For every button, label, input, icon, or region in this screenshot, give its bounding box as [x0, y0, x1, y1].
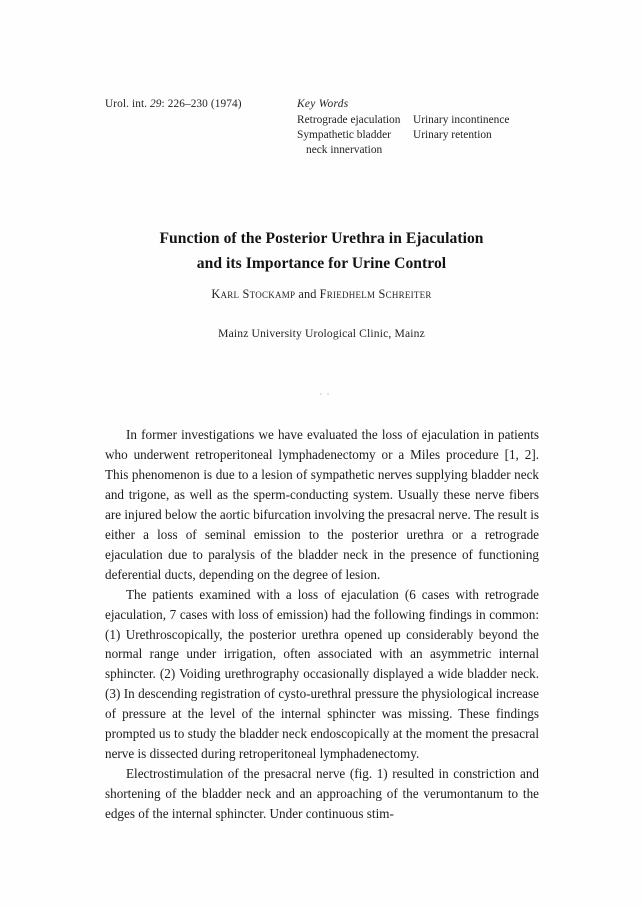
- scan-artifact-speck: [320, 393, 331, 396]
- author-name-1: Karl Stockamp: [211, 287, 296, 301]
- keyword-item: Urinary incontinence: [413, 113, 510, 126]
- affiliation-line: Mainz University Urological Clinic, Mainz: [218, 327, 425, 340]
- body-paragraph: The patients examined with a loss of ejaculation (6 cases with retrograde ejaculation, 7 cases with loss of emission) had the following findings in common: (1) Urethroscopically, the posterior urethra opened up considerably beyond the normal range under irrigation, often associated with an asymmetric internal sphincter. (2) Voiding urethrography occasionally displayed a wide bladder neck. (3) In descending registration of cysto-urethral pressure the physiological increase of pressure at the level of the internal sphincter was missing. These findings prompted us to study the bladder neck endoscopically at the moment the presacral nerve is dissected during retroperitoneal lymphadenectomy.: [105, 586, 539, 762]
- keywords-grid: [297, 113, 540, 159]
- keywords-block: [297, 97, 540, 158]
- article-body: [105, 425, 539, 824]
- journal-citation-suffix: : 226–230 (1974): [161, 98, 242, 110]
- body-paragraph: Electrostimulation of the presacral nerve (fig. 1) resulted in constriction and shortening of the bladder neck and an approaching of the verumontanum to the edges of the internal sphincter. Under continuous stim-: [105, 766, 539, 822]
- author-list: [0, 286, 643, 303]
- journal-citation: [105, 97, 297, 112]
- title-line-2: and its Importance for Urine Control: [196, 255, 447, 272]
- author-name-2: Friedhelm Schreiter: [319, 287, 432, 301]
- body-paragraph: In former investigations we have evaluated the loss of ejaculation in patients who underwent retroperitoneal lymphadenectomy or a Miles procedure [1, 2]. This phenomenon is due to a lesion of sympathetic nerves supplying bladder neck and trigone, as well as the sperm-conducting system. Usually these nerve fibers are injured below the aortic bifurcation involving the presacral nerve. The result is either a loss of seminal emission to the posterior urethra or a retrograde ejaculation due to paralysis of the bladder neck in the presence of functioning deferential ducts, depending on the degree of lesion.: [105, 427, 539, 582]
- keyword-spacer: [413, 143, 540, 158]
- author-conjunction: and: [295, 287, 320, 301]
- keyword-item: Sympathetic bladder: [297, 128, 391, 141]
- masthead: [105, 97, 540, 158]
- keyword-item: Urinary retention: [413, 128, 492, 141]
- keyword-item-continuation: neck innervation: [306, 144, 383, 157]
- keyword-item: Retrograde ejaculation: [297, 113, 401, 126]
- journal-citation-prefix: Urol. int.: [105, 98, 151, 110]
- title-line-1: Function of the Posterior Urethra in Ejaculation: [159, 230, 484, 247]
- journal-volume: 29: [150, 98, 162, 110]
- page-title: [0, 226, 643, 276]
- keywords-heading: Key Words: [297, 98, 349, 110]
